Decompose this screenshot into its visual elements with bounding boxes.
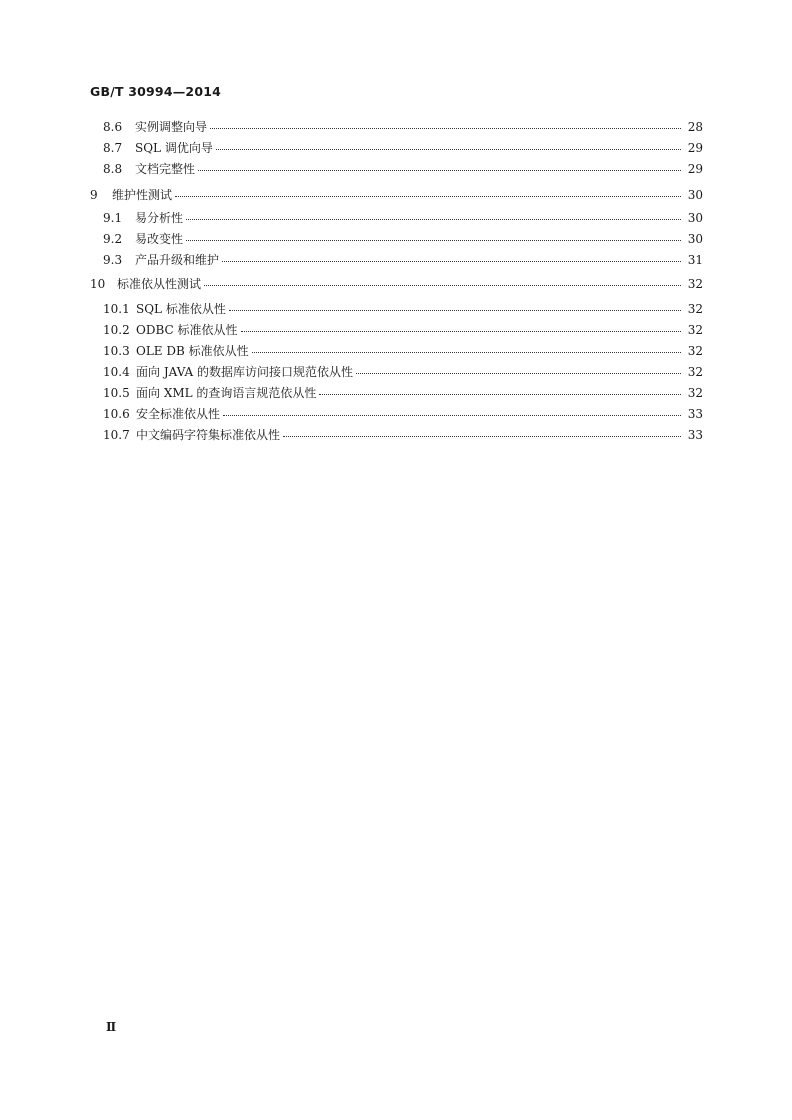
toc-entry-title: 文档完整性 — [135, 162, 196, 176]
toc-leader-dots — [356, 362, 681, 382]
toc-entry-number: 8.8 — [103, 162, 123, 176]
toc-entry-title: 实例调整向导 — [135, 120, 208, 134]
toc-entry-title: ODBC 标准依从性 — [136, 323, 238, 337]
toc-entry-page: 30 — [687, 211, 703, 225]
toc-leader-dots — [210, 117, 681, 137]
toc-entry-number: 8.6 — [103, 120, 123, 134]
toc-entry-8-6[interactable] — [103, 117, 703, 137]
toc-entry-number: 10.4 — [103, 365, 130, 379]
document-code-header: GB/T 30994—2014 — [90, 84, 222, 99]
toc-entry-number: 10.6 — [103, 407, 130, 421]
toc-entry-page: 30 — [687, 188, 703, 202]
toc-leader-dots — [198, 159, 681, 179]
toc-entry-page: 33 — [687, 428, 703, 442]
toc-leader-dots — [241, 320, 682, 340]
toc-entry-page: 31 — [687, 253, 703, 267]
toc-entry-page: 30 — [687, 232, 703, 246]
toc-leader-dots — [229, 299, 681, 319]
toc-entry-10-3[interactable] — [103, 341, 703, 361]
toc-entry-number: 10.3 — [103, 344, 130, 358]
toc-entry-10[interactable] — [90, 274, 703, 294]
toc-entry-number: 9.2 — [103, 232, 123, 246]
toc-leader-dots — [186, 208, 681, 228]
toc-entry-8-7[interactable] — [103, 138, 703, 158]
toc-leader-dots — [223, 404, 681, 424]
toc-entry-9-2[interactable] — [103, 229, 703, 249]
toc-entry-number: 10.1 — [103, 302, 130, 316]
toc-entry-10-2[interactable] — [103, 320, 703, 340]
toc-entry-title: SQL 调优向导 — [135, 141, 213, 155]
toc-leader-dots — [319, 383, 681, 403]
toc-entry-number: 9.3 — [103, 253, 123, 267]
toc-entry-page: 28 — [687, 120, 703, 134]
toc-entry-page: 32 — [687, 386, 703, 400]
toc-entry-page: 32 — [687, 323, 703, 337]
toc-entry-page: 32 — [687, 302, 703, 316]
toc-entry-10-7[interactable] — [103, 425, 703, 445]
toc-entry-title: 易改变性 — [135, 232, 184, 246]
toc-entry-9-1[interactable] — [103, 208, 703, 228]
toc-entry-number: 8.7 — [103, 141, 123, 155]
toc-entry-title: 面向 XML 的查询语言规范依从性 — [136, 386, 317, 400]
toc-entry-title: 易分析性 — [135, 211, 184, 225]
toc-entry-number: 10.5 — [103, 386, 130, 400]
toc-entry-10-5[interactable] — [103, 383, 703, 403]
toc-leader-dots — [283, 425, 681, 445]
toc-entry-title: OLE DB 标准依从性 — [136, 344, 249, 358]
toc-entry-number: 10 — [90, 277, 106, 291]
toc-entry-page: 33 — [687, 407, 703, 421]
toc-leader-dots — [186, 229, 681, 249]
toc-entry-page: 32 — [687, 277, 703, 291]
toc-leader-dots — [222, 250, 681, 270]
toc-entry-number: 10.2 — [103, 323, 130, 337]
toc-entry-page: 29 — [687, 141, 703, 155]
toc-entry-title: 安全标准依从性 — [136, 407, 221, 421]
toc-entry-title: 面向 JAVA 的数据库访问接口规范依从性 — [136, 365, 354, 379]
toc-entry-9-3[interactable] — [103, 250, 703, 270]
toc-entry-number: 9.1 — [103, 211, 123, 225]
toc-entry-10-6[interactable] — [103, 404, 703, 424]
toc-entry-number: 10.7 — [103, 428, 130, 442]
page-number: Ⅱ — [106, 1020, 117, 1034]
toc-entry-page: 29 — [687, 162, 703, 176]
toc-entry-number: 9 — [90, 188, 98, 202]
toc-entry-title: 维护性测试 — [112, 188, 173, 202]
toc-entry-title: 标准依从性测试 — [117, 277, 202, 291]
toc-leader-dots — [252, 341, 681, 361]
toc-entry-page: 32 — [687, 365, 703, 379]
toc-leader-dots — [216, 138, 681, 158]
toc-entry-10-1[interactable] — [103, 299, 703, 319]
toc-leader-dots — [204, 274, 681, 294]
toc-entry-8-8[interactable] — [103, 159, 703, 179]
toc-entry-title: 产品升级和维护 — [135, 253, 220, 267]
toc-entry-title: SQL 标准依从性 — [136, 302, 226, 316]
toc-entry-title: 中文编码字符集标准依从性 — [136, 428, 281, 442]
toc-leader-dots — [175, 185, 681, 205]
toc-entry-10-4[interactable] — [103, 362, 703, 382]
toc-entry-page: 32 — [687, 344, 703, 358]
toc-entry-9[interactable] — [90, 185, 703, 205]
